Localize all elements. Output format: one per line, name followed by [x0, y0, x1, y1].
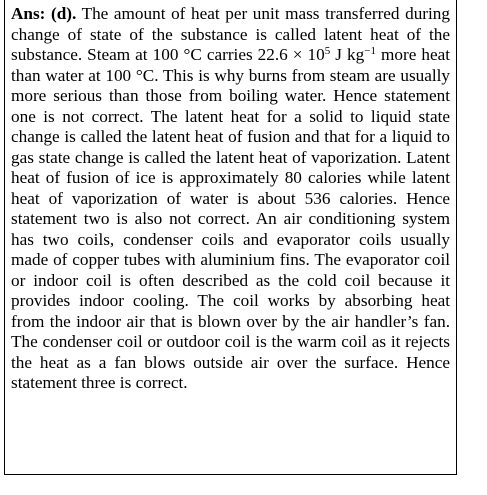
answer-box — [4, 0, 457, 475]
exponent-5: 5 — [324, 45, 331, 57]
exponent-minus-1: −1 — [364, 45, 376, 57]
answer-text-part-3: more heat than water at 100 °C. This is why burns from steam are usually more serious than those from boiling water. Hence statement one is not correct. The latent heat for a solid to liquid state change is called the latent heat of fusion and that for a liquid to gas state change is called the latent heat of vaporization. Latent heat of fusion of ice is approximately 80 calories while latent heat of vaporization of water is about 536 calories. Hence statement two is also not correct. An air conditioning system has two coils, condenser coils and evaporator coils usually made of copper tubes with aluminium fins. The evaporator coil or indoor coil is often described as the cold coil because it provides indoor cooling. The coil works by absorbing heat from the indoor air that is blown over by the air handler’s fan. The condenser coil or outdoor coil is the warm coil as it rejects the heat as a fan blows outside air over the surface. Hence statement three is correct. — [11, 45, 450, 392]
answer-text-part-1: The amount of heat per unit mass transferred during change of state of the substance is called latent heat of the substance. Steam at 100 °C carries 22.6 × 10 — [11, 4, 450, 64]
answer-text-part-2: J kg — [330, 45, 365, 64]
answer-label: Ans: (d). — [11, 4, 77, 23]
answer-paragraph — [11, 4, 450, 394]
